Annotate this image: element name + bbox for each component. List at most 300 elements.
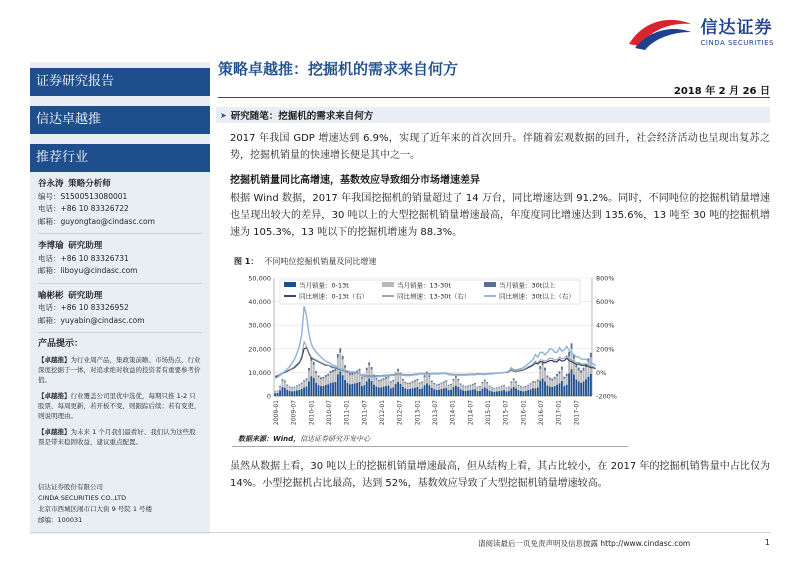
bar bbox=[431, 381, 433, 382]
bar bbox=[448, 386, 450, 390]
bar bbox=[486, 389, 488, 396]
bar bbox=[551, 379, 553, 381]
bar bbox=[375, 387, 377, 396]
bar bbox=[443, 383, 445, 389]
bar bbox=[433, 383, 435, 384]
bar bbox=[327, 374, 329, 376]
figure-label: 图 1： bbox=[234, 257, 259, 266]
author-contact: 电话：+86 10 83326731 bbox=[38, 253, 129, 263]
figure-title bbox=[234, 256, 376, 267]
bar bbox=[494, 389, 496, 392]
bar bbox=[385, 386, 387, 396]
bar bbox=[397, 369, 399, 371]
tip-tag: 【卓越推】 bbox=[38, 428, 71, 436]
bar bbox=[578, 381, 580, 396]
author-name: 喻彬彬 bbox=[38, 290, 64, 301]
bar bbox=[294, 391, 296, 396]
legend-label: 当月销量：13-30t bbox=[397, 281, 451, 290]
bar bbox=[580, 373, 582, 383]
author-role: 研究助理 bbox=[68, 241, 103, 251]
bar bbox=[330, 383, 332, 396]
bar bbox=[274, 393, 276, 396]
bar bbox=[441, 389, 443, 396]
bar bbox=[472, 384, 474, 385]
bar bbox=[481, 389, 483, 396]
bar bbox=[568, 373, 570, 396]
bar bbox=[453, 380, 455, 387]
bar bbox=[424, 375, 426, 377]
bar bbox=[327, 376, 329, 384]
y-left-tick-label: 50,000 bbox=[248, 274, 271, 283]
chart-svg bbox=[232, 268, 628, 434]
bar bbox=[279, 387, 281, 391]
bar bbox=[409, 383, 411, 384]
paragraph-sales: 根据 Wind 数据，2017 年我国挖掘机的销量超过了 14 万台，同比增速达到 91.2%。同时，不同吨位的挖掘机销量增速也呈现出较大的差异，30 吨以上的大型挖掘机销量增速最高，年度度同比增速达到 135.6%，13 吨至 30 吨的挖掘机增速为 105.3%，13 吨以下的挖掘机增速为 88.3%。 bbox=[230, 193, 770, 238]
bar bbox=[318, 377, 320, 385]
legend-label: 同比增速：13-30t（右） bbox=[397, 292, 471, 301]
bar bbox=[359, 369, 361, 371]
bar bbox=[534, 381, 536, 382]
author-email[interactable]: 邮箱：yuyabin@cindasc.com bbox=[38, 315, 145, 325]
legend-label: 同比增速：0-13t（右） bbox=[299, 292, 369, 301]
company-address bbox=[38, 482, 152, 526]
bar bbox=[544, 371, 546, 382]
bar bbox=[277, 390, 279, 391]
bar bbox=[462, 385, 464, 386]
bar bbox=[286, 385, 288, 386]
bar bbox=[390, 383, 392, 389]
bar bbox=[419, 389, 421, 396]
bar bbox=[282, 381, 284, 387]
bar bbox=[313, 365, 315, 378]
x-tick-label: 2013-01 bbox=[414, 400, 422, 426]
bar bbox=[344, 365, 346, 368]
author-name: 谷永涛 bbox=[38, 179, 64, 189]
bar bbox=[313, 378, 315, 396]
bar bbox=[551, 380, 553, 387]
bar bbox=[520, 386, 522, 387]
bar bbox=[457, 379, 459, 381]
tips-title: 产品提示： bbox=[38, 339, 84, 349]
bar bbox=[359, 382, 361, 396]
company-name-en: CINDA SECURITIES CO.,LTD bbox=[38, 494, 127, 502]
bar bbox=[472, 390, 474, 396]
bar bbox=[587, 377, 589, 396]
bar bbox=[390, 381, 392, 382]
bar bbox=[527, 385, 529, 386]
bar bbox=[412, 381, 414, 382]
bar bbox=[518, 385, 520, 386]
bar bbox=[503, 390, 505, 396]
bar bbox=[421, 383, 423, 389]
company-name-cn: 信达证券股份有限公司 bbox=[38, 483, 103, 491]
bar bbox=[431, 388, 433, 396]
bar bbox=[479, 387, 481, 391]
bar bbox=[510, 388, 512, 396]
bar bbox=[339, 348, 341, 352]
cinda-wing-logo-icon bbox=[625, 14, 695, 52]
bar bbox=[282, 379, 284, 381]
author-block bbox=[30, 234, 210, 284]
footer-rule bbox=[30, 532, 770, 533]
bar bbox=[291, 387, 293, 388]
bar bbox=[501, 387, 503, 391]
bar bbox=[378, 381, 380, 387]
bar bbox=[310, 361, 312, 376]
tip-item bbox=[38, 355, 202, 385]
y-right-tick-label: 400% bbox=[596, 321, 615, 330]
tip-item bbox=[38, 391, 202, 421]
bar bbox=[308, 368, 310, 371]
bar bbox=[322, 377, 324, 379]
bar bbox=[315, 383, 317, 396]
bar bbox=[544, 368, 546, 371]
company-postcode: 邮编：100031 bbox=[38, 516, 83, 524]
bar bbox=[286, 390, 288, 396]
bar bbox=[296, 386, 298, 390]
bar bbox=[508, 387, 510, 388]
bar bbox=[566, 374, 568, 376]
bar bbox=[578, 371, 580, 382]
report-date: 2018 年 2 月 26 日 bbox=[673, 86, 770, 97]
bar bbox=[385, 379, 387, 386]
bar bbox=[366, 381, 368, 396]
bar bbox=[561, 367, 563, 370]
bar bbox=[443, 388, 445, 396]
bar bbox=[585, 379, 587, 396]
bar bbox=[513, 378, 515, 380]
legend-swatch bbox=[484, 282, 496, 287]
bar bbox=[320, 379, 322, 386]
bar bbox=[303, 382, 305, 388]
x-tick-label: 2016-01 bbox=[520, 400, 528, 426]
bar bbox=[375, 378, 377, 380]
bar bbox=[291, 391, 293, 396]
bar bbox=[474, 384, 476, 389]
bar bbox=[559, 374, 561, 383]
bar bbox=[392, 380, 394, 381]
bar bbox=[472, 385, 474, 390]
bar bbox=[351, 373, 353, 375]
bar bbox=[510, 381, 512, 382]
bar bbox=[460, 384, 462, 385]
bar bbox=[318, 376, 320, 378]
bar bbox=[407, 383, 409, 384]
bar bbox=[320, 386, 322, 396]
bar bbox=[322, 386, 324, 396]
section-header bbox=[216, 107, 770, 123]
bar bbox=[484, 381, 486, 387]
bar bbox=[554, 379, 556, 386]
paragraph-intro: 2017 年我国 GDP 增速达到 6.9%，实现了近年来的首次回升。伴随着宏观数据的回升，社会经济活动也呈现出复苏之势，挖掘机销量的快速增长便是其中之一。 bbox=[230, 133, 770, 161]
bar bbox=[496, 392, 498, 396]
bar bbox=[347, 383, 349, 396]
bar bbox=[544, 381, 546, 396]
bar bbox=[542, 379, 544, 396]
bar bbox=[462, 390, 464, 396]
bar bbox=[506, 392, 508, 396]
x-tick-label: 2014-01 bbox=[449, 400, 457, 426]
sidebar-band-product: 信达卓越推 bbox=[30, 106, 210, 134]
bar bbox=[527, 390, 529, 396]
author-contact: 电话：+86 10 83326952 bbox=[38, 303, 129, 312]
bar bbox=[575, 367, 577, 379]
bar bbox=[414, 382, 416, 388]
bar bbox=[347, 373, 349, 383]
bar bbox=[566, 376, 568, 384]
bar bbox=[354, 374, 356, 383]
bar bbox=[515, 381, 517, 382]
bar bbox=[486, 382, 488, 383]
author-email[interactable]: 邮箱：liboyu@cindasc.com bbox=[38, 266, 138, 275]
bar bbox=[325, 385, 327, 396]
bar bbox=[549, 378, 551, 380]
bar bbox=[373, 385, 375, 396]
bar bbox=[559, 371, 561, 374]
bar bbox=[424, 377, 426, 385]
bar bbox=[467, 386, 469, 387]
y-right-tick-label: 800% bbox=[596, 274, 615, 283]
company-street: 北京市西城区闹市口大街 9 号院 1 号楼 bbox=[38, 505, 153, 513]
bar bbox=[349, 375, 351, 384]
legend-label: 同比增速：30t以上（右） bbox=[499, 292, 575, 301]
x-tick-label: 2015-07 bbox=[502, 400, 510, 426]
bar bbox=[332, 382, 334, 396]
bar bbox=[337, 358, 339, 375]
author-email[interactable]: 邮箱：guyongtao@cindasc.com bbox=[38, 216, 155, 226]
bar bbox=[428, 377, 430, 385]
bar bbox=[335, 382, 337, 396]
bar bbox=[412, 388, 414, 396]
bar bbox=[489, 387, 491, 391]
y-right-tick-label: 600% bbox=[596, 298, 615, 307]
bar bbox=[301, 389, 303, 396]
sidebar-gap bbox=[30, 134, 210, 144]
bar bbox=[361, 386, 363, 396]
bar bbox=[481, 382, 483, 383]
bar bbox=[498, 387, 500, 388]
bar bbox=[378, 380, 380, 381]
bar bbox=[279, 390, 281, 396]
bar bbox=[388, 385, 390, 396]
bar bbox=[301, 383, 303, 384]
bar bbox=[339, 371, 341, 396]
bar bbox=[315, 371, 317, 373]
bar bbox=[539, 366, 541, 369]
bar bbox=[477, 387, 479, 388]
excavator-sales-chart bbox=[232, 268, 628, 434]
bar bbox=[556, 385, 558, 396]
bar bbox=[453, 387, 455, 396]
y-left-tick-label: 0 bbox=[266, 392, 271, 401]
x-tick-label: 2011-01 bbox=[343, 400, 351, 426]
bar bbox=[453, 379, 455, 381]
bar bbox=[513, 387, 515, 396]
bar bbox=[462, 386, 464, 390]
bar bbox=[479, 386, 481, 387]
bar bbox=[436, 384, 438, 385]
bar bbox=[522, 391, 524, 396]
author-block bbox=[30, 284, 210, 334]
bar bbox=[549, 379, 551, 386]
bar bbox=[460, 385, 462, 390]
bar bbox=[308, 381, 310, 396]
bar bbox=[335, 371, 337, 382]
bar bbox=[402, 380, 404, 387]
bar bbox=[441, 384, 443, 389]
bar bbox=[443, 381, 445, 382]
bar bbox=[498, 391, 500, 396]
author-block bbox=[30, 172, 210, 234]
bar bbox=[407, 389, 409, 396]
y-right-tick-label: 200% bbox=[596, 345, 615, 354]
bar bbox=[286, 386, 288, 390]
bar bbox=[395, 384, 397, 396]
bar bbox=[520, 391, 522, 396]
bar bbox=[421, 381, 423, 382]
bar bbox=[356, 383, 358, 396]
bar bbox=[510, 383, 512, 389]
sidebar-gap bbox=[30, 96, 210, 106]
bar bbox=[433, 384, 435, 389]
bar bbox=[298, 390, 300, 396]
bar bbox=[554, 377, 556, 379]
bar bbox=[559, 383, 561, 396]
bar bbox=[436, 385, 438, 389]
bar bbox=[554, 386, 556, 396]
legend-swatch bbox=[284, 282, 296, 287]
bar bbox=[532, 383, 534, 389]
bar bbox=[494, 388, 496, 389]
x-tick-label: 2015-01 bbox=[485, 400, 492, 426]
bar bbox=[530, 383, 532, 384]
bar bbox=[315, 373, 317, 382]
bar bbox=[363, 377, 365, 385]
bar bbox=[313, 362, 315, 365]
bar bbox=[503, 385, 505, 386]
bar bbox=[351, 375, 353, 384]
footer-disclaimer[interactable]: 请阅读最后一页免责声明及信息披露 http://www.cindasc.com bbox=[478, 539, 691, 548]
bar bbox=[351, 384, 353, 396]
bar bbox=[342, 356, 344, 360]
bar bbox=[583, 371, 585, 382]
bar bbox=[383, 378, 385, 380]
bar bbox=[491, 387, 493, 388]
report-title: 策略卓越推：挖掘机的需求来自何方 bbox=[218, 60, 459, 78]
bar bbox=[436, 390, 438, 396]
bar bbox=[416, 380, 418, 387]
bar bbox=[547, 378, 549, 386]
bar bbox=[498, 388, 500, 392]
y-right-tick-label: -200% bbox=[596, 392, 617, 401]
bar bbox=[414, 388, 416, 396]
bar bbox=[330, 371, 332, 373]
bar bbox=[438, 384, 440, 385]
bar bbox=[306, 387, 308, 396]
bar bbox=[397, 371, 399, 382]
source-label: 数据来源：Wind， bbox=[238, 435, 301, 443]
brand-name-cn: 信达证券 bbox=[700, 18, 773, 38]
bar bbox=[566, 385, 568, 396]
subheading: 挖掘机销量同比高增速，基数效应导致细分市场增速差异 bbox=[230, 175, 480, 186]
bar bbox=[460, 389, 462, 396]
bar bbox=[402, 379, 404, 381]
y-right-tick-label: 0% bbox=[596, 368, 607, 377]
bar bbox=[296, 390, 298, 396]
bar bbox=[484, 388, 486, 396]
bar bbox=[465, 391, 467, 396]
bar bbox=[433, 389, 435, 396]
bar bbox=[551, 387, 553, 396]
bar bbox=[448, 385, 450, 386]
arrow-right-icon: ➤ bbox=[220, 110, 227, 120]
bar bbox=[306, 380, 308, 387]
tip-tag: 【卓越推】 bbox=[38, 392, 71, 400]
bar bbox=[445, 388, 447, 396]
bar bbox=[356, 373, 358, 383]
sidebar-band-rating: 推荐行业 bbox=[30, 144, 210, 172]
bar bbox=[573, 375, 575, 396]
bar bbox=[375, 380, 377, 387]
bar bbox=[404, 383, 406, 388]
bar bbox=[590, 357, 592, 374]
bar bbox=[277, 393, 279, 396]
tip-text: 行业覆盖公司里优中选优，每期只推 1-2 只股票，每周更新，若开板不变，则跟踪后续；若有变更，则说明理由。 bbox=[38, 392, 201, 420]
bar bbox=[404, 388, 406, 396]
bar bbox=[506, 388, 508, 391]
brand-name-en: CINDA SECURITIES bbox=[700, 39, 774, 47]
source-text: 信达证券研究开发中心 bbox=[300, 435, 371, 443]
bar bbox=[489, 386, 491, 387]
bar bbox=[542, 365, 544, 378]
bar bbox=[349, 384, 351, 396]
tip-tag: 【卓越推】 bbox=[38, 356, 71, 364]
x-tick-label: 2010-07 bbox=[326, 400, 333, 426]
bar bbox=[416, 387, 418, 396]
bar bbox=[534, 388, 536, 396]
bar bbox=[289, 391, 291, 396]
bar bbox=[368, 379, 370, 396]
page-number: 1 bbox=[764, 538, 770, 547]
bar bbox=[421, 388, 423, 396]
bar bbox=[563, 379, 565, 386]
bar bbox=[392, 388, 394, 396]
figure-rule bbox=[232, 446, 628, 447]
bar bbox=[308, 371, 310, 382]
bar bbox=[383, 387, 385, 396]
sidebar-band-report-type: 证券研究报告 bbox=[30, 68, 210, 96]
bar bbox=[301, 384, 303, 389]
bar bbox=[503, 386, 505, 390]
bar bbox=[342, 359, 344, 375]
bar bbox=[525, 391, 527, 396]
bar bbox=[530, 384, 532, 389]
x-tick-label: 2011-07 bbox=[361, 400, 369, 426]
bar bbox=[325, 377, 327, 385]
legend-label: 当月销量：30t以上 bbox=[499, 281, 556, 290]
bar bbox=[412, 383, 414, 389]
bar bbox=[371, 381, 373, 396]
bar bbox=[469, 386, 471, 390]
x-tick-label: 2012-01 bbox=[379, 400, 386, 426]
y-left-tick-label: 30,000 bbox=[248, 321, 271, 330]
bar bbox=[508, 388, 510, 392]
bar bbox=[284, 382, 286, 388]
bar bbox=[294, 387, 296, 388]
bar bbox=[571, 369, 573, 396]
bar bbox=[332, 372, 334, 382]
bar bbox=[583, 381, 585, 396]
